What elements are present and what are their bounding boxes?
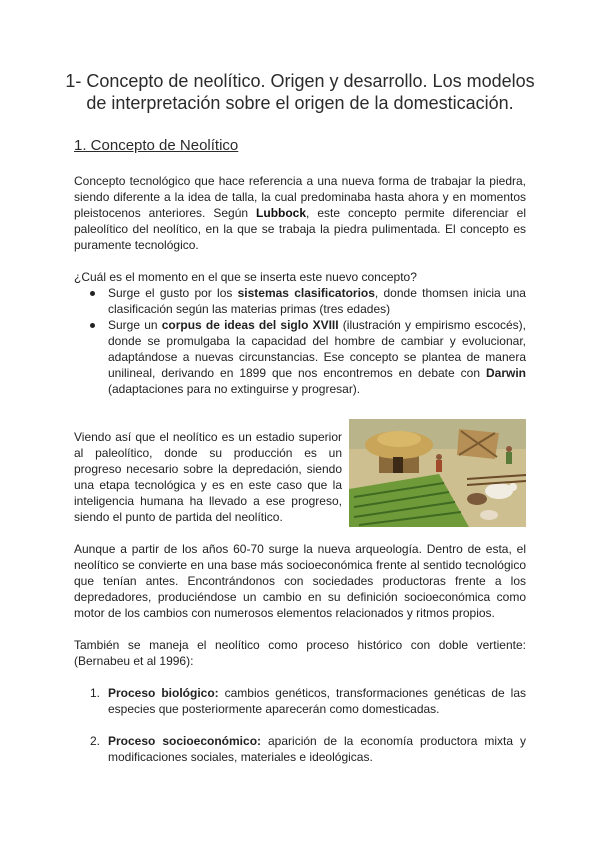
numbered-list	[74, 685, 526, 717]
paragraph-double-aspect: También se maneja el neolítico como proceso histórico con doble vertiente: (Bernabeu et al 1996):	[74, 638, 526, 668]
neolithic-village-illustration	[349, 419, 526, 527]
bullet-list	[74, 285, 526, 397]
numbered-list-2	[74, 733, 526, 765]
bold-lubbock: Lubbock	[256, 206, 307, 220]
paragraph-stage: Viendo así que el neolítico es un estadio superior al paleolítico, donde su producción es un progreso necesario sobre la depredación, siendo una etapa tecnológica y es en este caso que la inteligencia humana ha llevado a ese progreso, siendo el punto de partida del neolítico.	[74, 430, 342, 524]
paragraph-new-archaeology: Aunque a partir de los años 60-70 surge la nueva arqueología. Dentro de esta, el neolítico se convierte en una base más socioeconómica frente al sentido tecnológico que tenían antes. Encontrándonos con sociedades productoras frente a los depredadores, produciéndose un cambio en su definición socioeconómica como motor de los cambios con numerosos elementos relacionados y ritmos propios.	[74, 542, 526, 620]
bullet-item: Surge un corpus de ideas del siglo XVIII (ilustración y empirismo escocés), donde se promulgaba la capacidad del hombre de cambiar y evolucionar, adaptándose a nuevas circunstancias. Ese concepto se plantea de manera unilineal, derivando en 1899 que nos encontremos en debate con Darwin (adaptaciones para no extinguirse y progresar).	[74, 317, 526, 397]
question-line: ¿Cuál es el momento en el que se inserta este nuevo concepto?	[74, 270, 417, 284]
document-title: 1- Concepto de neolítico. Origen y desarrollo. Los modelos de interpretación sobre el origen de la domesticación.	[65, 71, 535, 113]
paragraph-definition: Concepto tecnológico que hace referencia a una nueva forma de trabajar la piedra, siendo diferente a la idea de talla, la cual predominaba hasta ahora y en momentos pleistocenos anteriores. Según Lubbock, este concepto permite diferenciar el paleolítico del neolítico, en la que se trabaja la piedra pulimentada. El concepto es puramente tecnológico.	[74, 174, 526, 252]
numbered-item: 1. Proceso biológico: cambios genéticos, transformaciones genéticas de las especies que posteriormente aparecerán como domesticadas.	[90, 686, 526, 716]
numbered-item: 2. Proceso socioeconómico: aparición de la economía productora mixta y modificaciones sociales, materiales e ideológicas.	[90, 734, 527, 764]
bullet-item: Surge el gusto por los sistemas clasificatorios, donde thomsen inicia una clasificación según las materias primas (tres edades)	[74, 285, 526, 317]
section-heading: 1. Concepto de Neolítico	[74, 137, 239, 154]
neolithic-scene-image	[349, 419, 526, 527]
